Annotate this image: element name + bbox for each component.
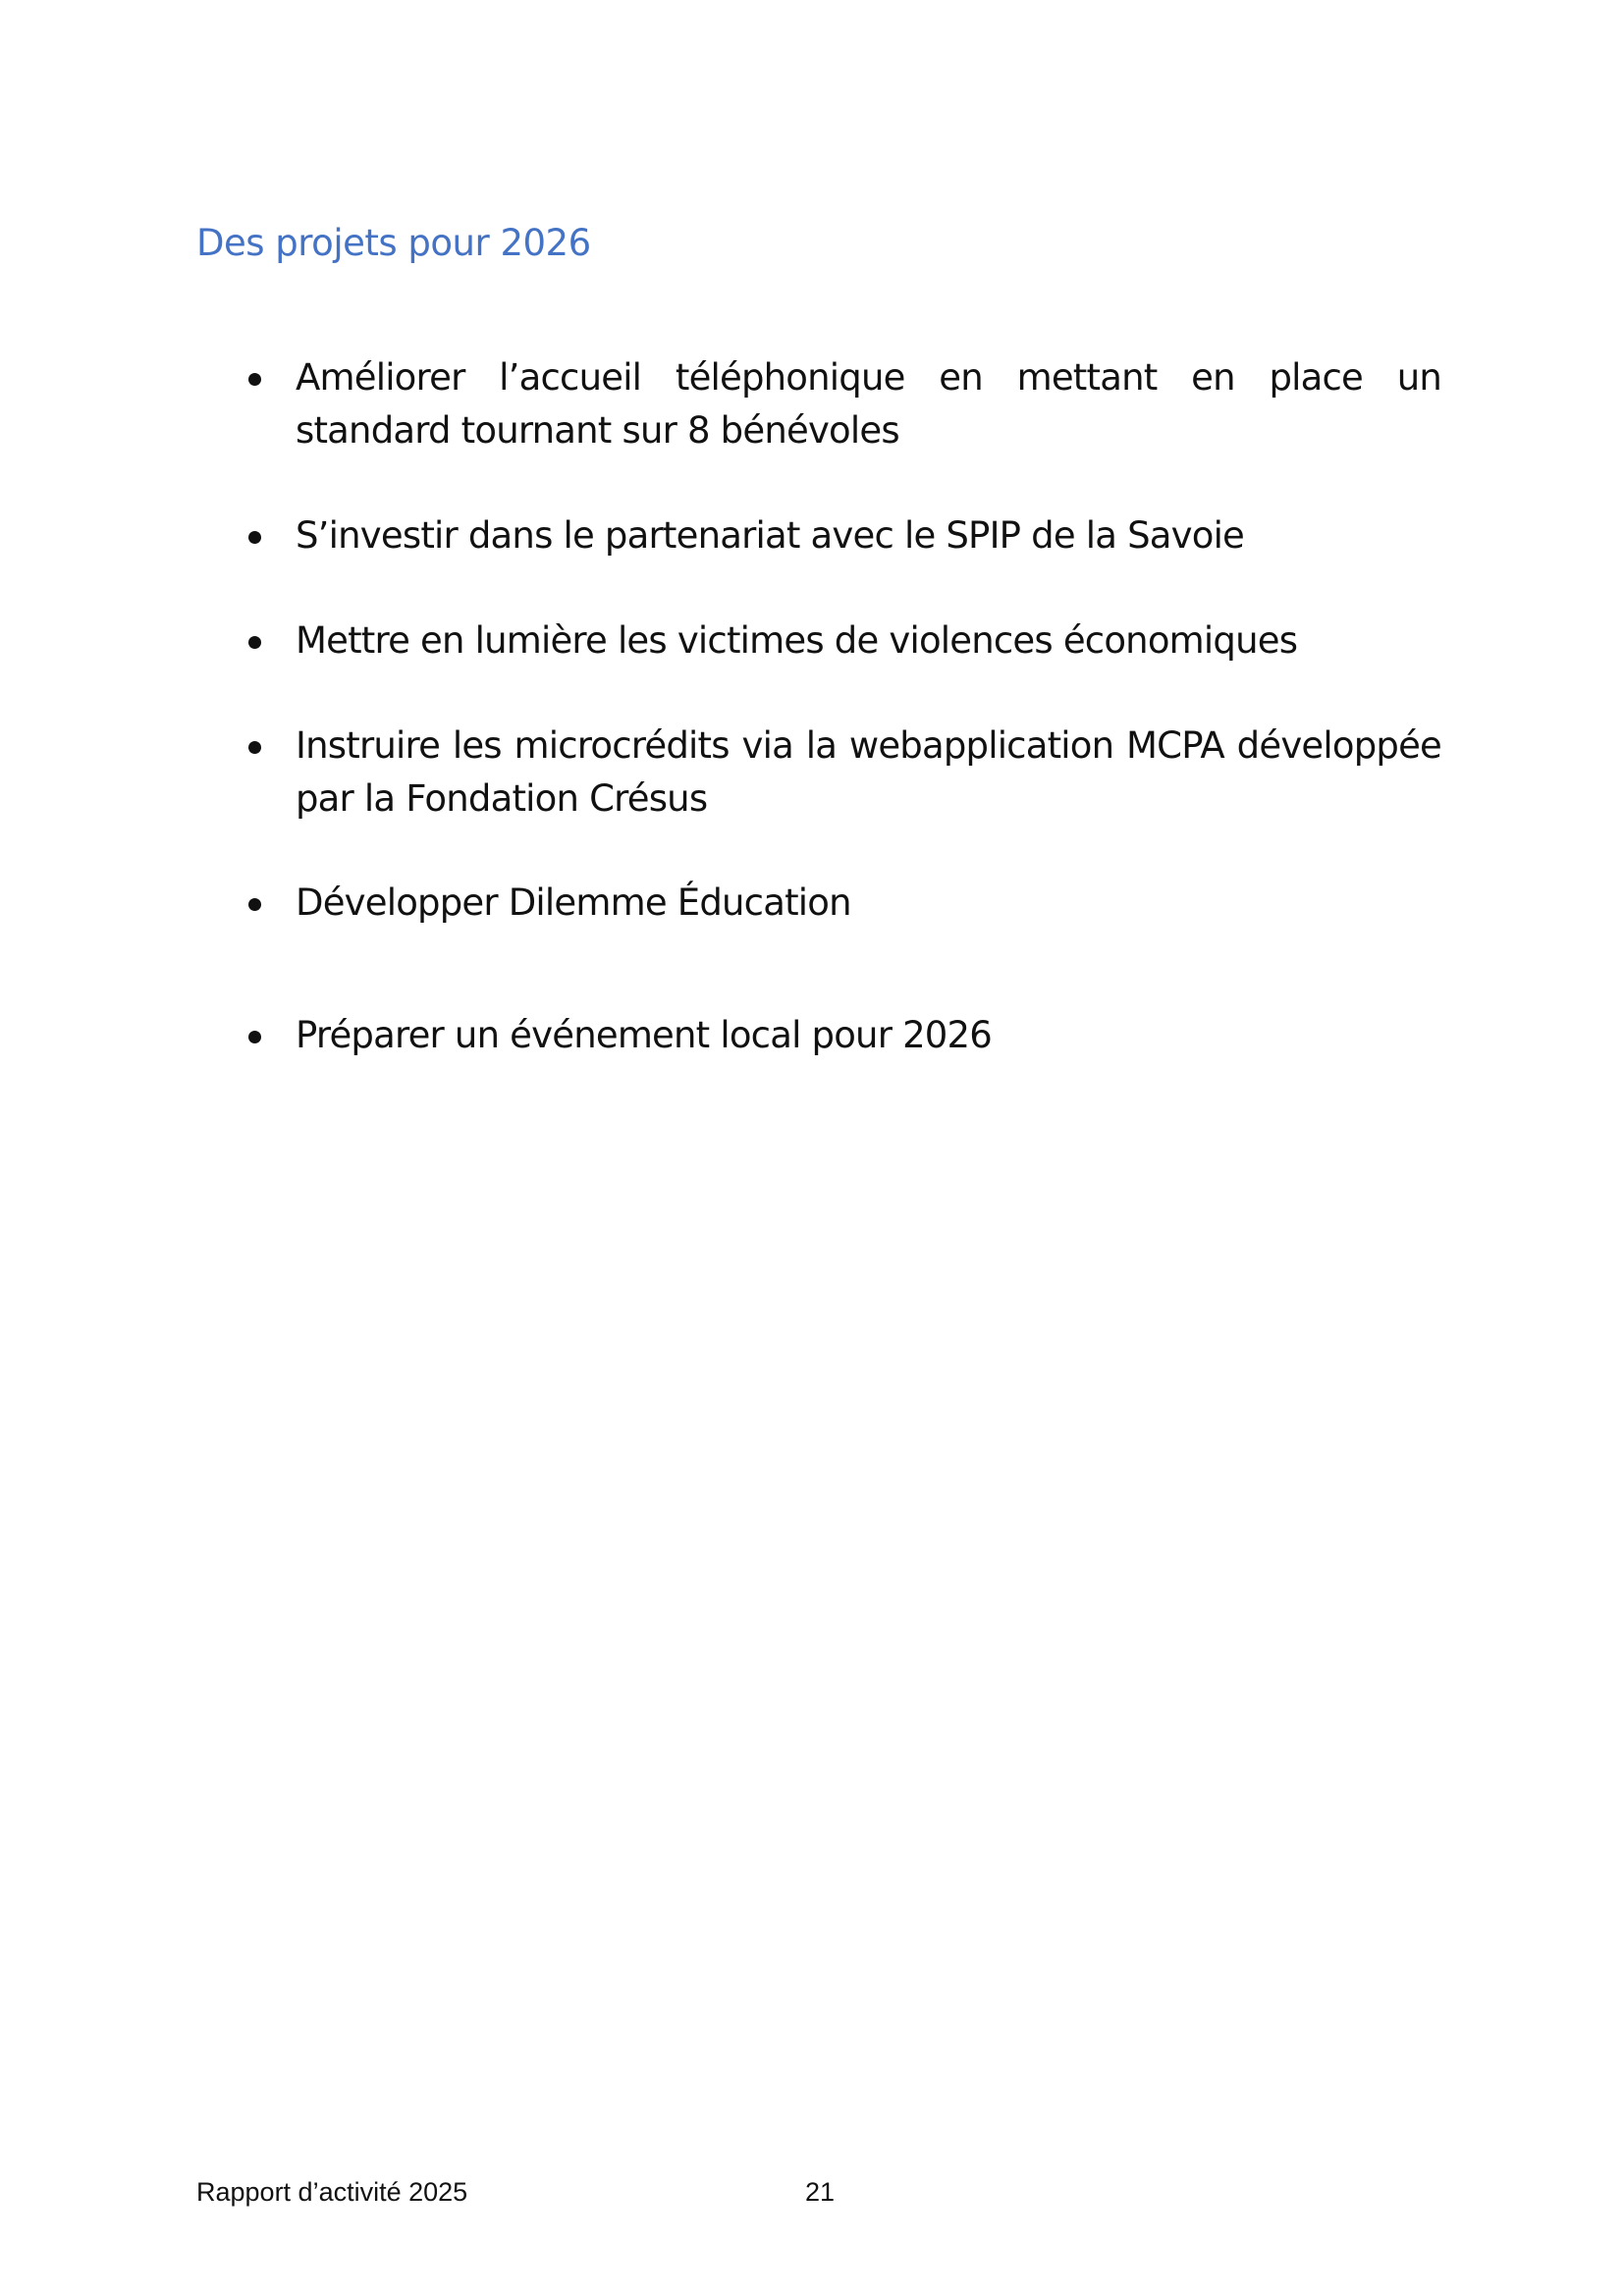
list-item-text: Préparer un événement local pour 2026 [296, 1014, 993, 1056]
bullet-icon [248, 1031, 261, 1043]
bullet-icon [248, 741, 261, 754]
list-item [296, 877, 1441, 930]
bullet-icon [248, 531, 261, 544]
list-item [296, 614, 1441, 667]
bullet-icon [248, 373, 261, 386]
bullet-icon [248, 636, 261, 649]
list-item-text: Développer Dilemme Éducation [296, 881, 851, 924]
list-item [296, 351, 1441, 457]
footer-report-title: Rapport d’activité 2025 [196, 2177, 468, 2207]
bullet-icon [248, 898, 261, 911]
list-item-text: Améliorer l’accueil téléphonique en mettant en place un standard tournant sur 8 bénévoles [296, 356, 1441, 452]
list-item-text: Mettre en lumière les victimes de violences économiques [296, 619, 1298, 662]
section-heading: Des projets pour 2026 [196, 222, 591, 264]
list-item-text: S’investir dans le partenariat avec le SPIP de la Savoie [296, 514, 1245, 557]
footer-page-number: 21 [805, 2177, 836, 2207]
list-item [296, 720, 1441, 826]
list-item [296, 1009, 1441, 1062]
list-item-text: Instruire les microcrédits via la webapplication MCPA développée par la Fondation Crésus [296, 724, 1441, 820]
list-item [296, 509, 1441, 562]
